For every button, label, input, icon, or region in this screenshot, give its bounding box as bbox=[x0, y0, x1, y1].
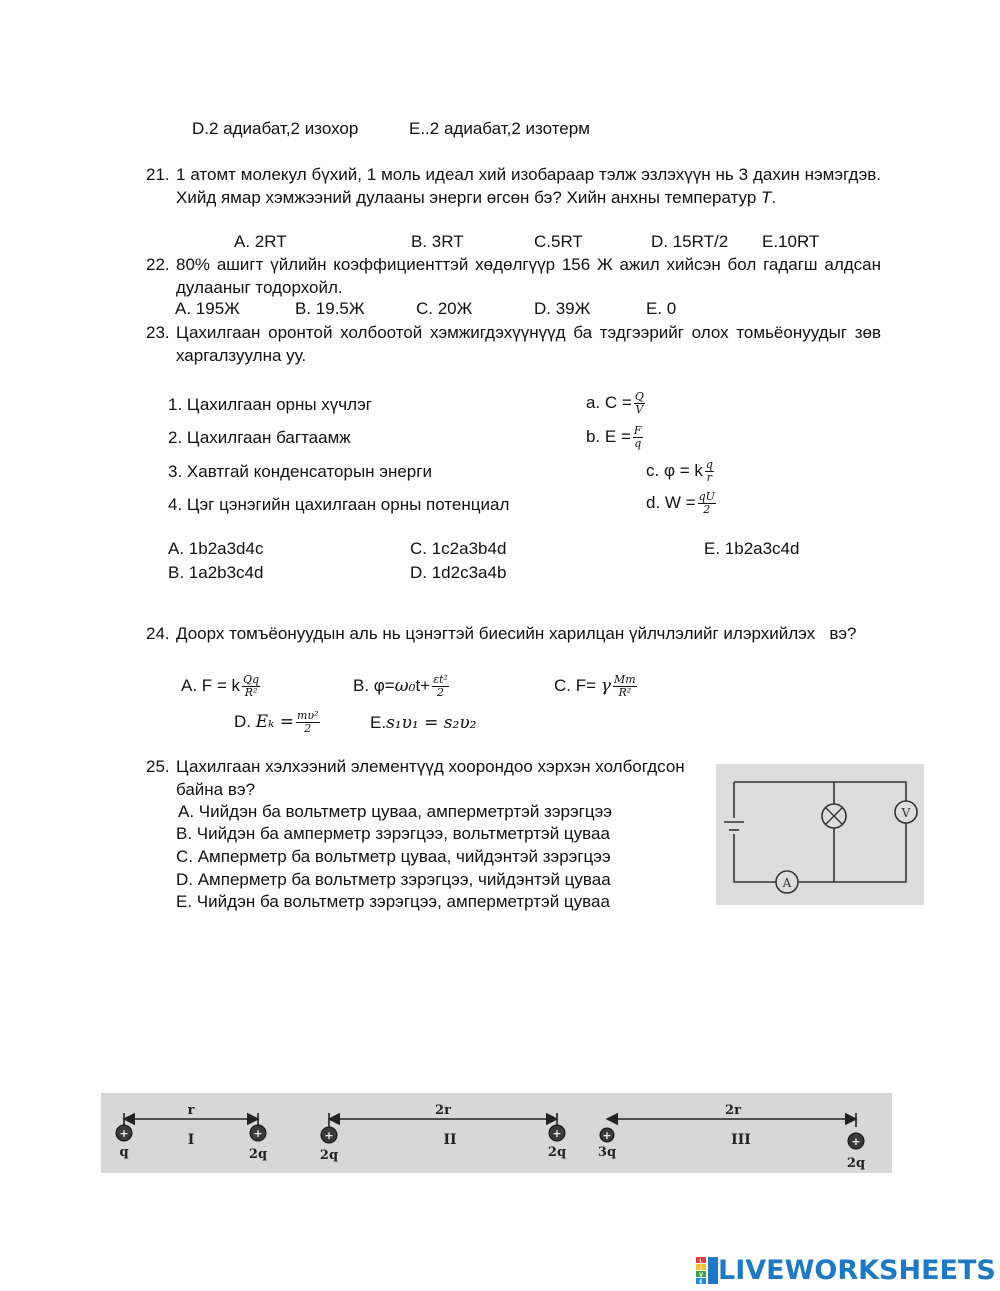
case-label-I: I bbox=[187, 1132, 195, 1148]
q24-option-c: C. F= γ $\frac{Mm}{\text{R²}}$ bbox=[554, 673, 636, 699]
q21-option-d: D. 15RT/2 bbox=[651, 232, 729, 251]
q23-answer-e: E. 1b2a3c4d bbox=[704, 539, 800, 558]
circuit-diagram bbox=[716, 764, 924, 905]
q23-formula-d: d. W = $\frac{qU}{2}$ bbox=[646, 490, 715, 516]
charges-diagram bbox=[101, 1093, 892, 1173]
q22-option-c: C. 20Ж bbox=[416, 299, 473, 318]
q22-option-e: E. 0 bbox=[646, 299, 677, 318]
question-21 bbox=[146, 163, 881, 209]
q23-item-4: 4. Цэг цэнэгийн цахилгаан орны потенциал bbox=[168, 495, 510, 514]
distance-label-III: 2r bbox=[725, 1103, 741, 1118]
svg-text:+: + bbox=[552, 1127, 562, 1140]
svg-text:+: + bbox=[324, 1129, 334, 1142]
svg-text:I: I bbox=[700, 1265, 702, 1271]
q25-option-b: B. Чийдэн ба амперметр зэрэгцээ, вольтметртэй цуваа bbox=[176, 824, 610, 843]
liveworksheets-logo bbox=[696, 1255, 996, 1286]
q20-option-d: D.2 адиабат,2 изохор bbox=[192, 119, 359, 138]
charge-label: 2q bbox=[248, 1147, 268, 1162]
q23-formula-a: a. C = $\frac{Q}{V}$ bbox=[586, 390, 644, 416]
q23-answer-c: C. 1c2a3b4d bbox=[410, 539, 507, 558]
question-text: Цахилгаан оронтой холбоотой хэмжигдэхүүнүүд ба тэдгээрийг олох томьёонуудыг зөв харгалзуулна уу. bbox=[176, 323, 910, 365]
svg-text:+: + bbox=[851, 1135, 861, 1148]
question-number: 21. bbox=[146, 165, 170, 184]
svg-text:V: V bbox=[901, 806, 911, 820]
question-number: 22. bbox=[146, 255, 170, 274]
lamp-icon bbox=[822, 804, 846, 828]
distance-label-II: 2r bbox=[435, 1103, 451, 1118]
question-text: 80% ашигт үйлийн коэффициенттэй хөдөлгүүр 156 Ж ажил хийсэн бол гадагш алдсан дулааныг тодорхойл. bbox=[176, 255, 881, 297]
distance-label-I: r bbox=[187, 1103, 195, 1118]
question-number: 24. bbox=[146, 624, 170, 643]
q23-answer-a: A. 1b2a3d4c bbox=[168, 539, 264, 558]
charge-label: 2q bbox=[547, 1145, 567, 1160]
q23-formula-c: c. φ = k $\frac{q}{r}$ bbox=[646, 458, 713, 484]
svg-text:L: L bbox=[699, 1258, 703, 1264]
q21-option-e: E.10RT bbox=[762, 232, 820, 251]
question-text: Цахилгаан хэлхээний элементүүд хоорондоо хэрхэн холбогдсон байна вэ? bbox=[176, 757, 695, 799]
q22-option-b: B. 19.5Ж bbox=[295, 299, 365, 318]
q22-option-d: D. 39Ж bbox=[534, 299, 591, 318]
svg-text:A: A bbox=[782, 876, 792, 890]
q24-option-e: E.s₁υ₁ = s₂υ₂ bbox=[370, 713, 477, 733]
q25-option-c: C. Амперметр ба вольтметр цуваа, чийдэнтэй зэрэгцээ bbox=[176, 847, 611, 866]
charge-label: 2q bbox=[319, 1148, 339, 1163]
question-number: 23. bbox=[146, 323, 170, 342]
q23-formula-b: b. E = $\frac{F}{q}$ bbox=[586, 424, 642, 450]
question-text: Доорх томъёонуудын аль нь цэнэгтэй биесийн харилцан үйлчлэлийг илэрхийлэх вэ? bbox=[176, 624, 857, 643]
q24-option-a: A. F = k $\frac{Qq}{\text{R²}}$ bbox=[181, 673, 260, 699]
ammeter-icon bbox=[776, 871, 798, 893]
question-text: 1 атомт молекул бүхий, 1 моль идеал хий изобараар тэлж эзлэхүүн нь 3 дахин нэмэгдэв. Хийд ямар хэмжээний дулааны энерги өгсөн бэ? Хийн анхны температур T. bbox=[176, 165, 881, 207]
q20-option-e: E..2 адиабат,2 изотерм bbox=[409, 119, 590, 138]
question-22 bbox=[146, 253, 881, 299]
liveworksheets-text: LIVEWORKSHEETS bbox=[718, 1255, 996, 1286]
charge-label: 2q bbox=[846, 1156, 866, 1171]
q21-option-b: B. 3RT bbox=[411, 232, 464, 251]
question-24 bbox=[146, 622, 881, 645]
question-number: 25. bbox=[146, 757, 170, 776]
case-label-II: II bbox=[443, 1132, 457, 1148]
q23-answer-b: B. 1a2b3c4d bbox=[168, 563, 264, 582]
q21-option-c: C.5RT bbox=[534, 232, 583, 251]
q25-option-a: A. Чийдэн ба вольтметр цуваа, амперметртэй зэрэгцээ bbox=[178, 802, 612, 821]
case-label-III: III bbox=[731, 1132, 751, 1148]
svg-text:V: V bbox=[699, 1272, 703, 1278]
q24-option-d: D. Eₖ = $\frac{\text{mυ²}}{2}$ bbox=[234, 709, 319, 735]
q23-item-1: 1. Цахилгаан орны хүчлэг bbox=[168, 395, 372, 414]
liveworksheets-badge-icon bbox=[696, 1257, 718, 1285]
q23-item-2: 2. Цахилгаан багтаамж bbox=[168, 428, 351, 447]
q24-option-b: B. φ=ω₀t+ $\frac{\text{εt²}}{2}$ bbox=[353, 673, 448, 699]
q22-option-a: A. 195Ж bbox=[175, 299, 240, 318]
q23-item-3: 3. Хавтгай конденсаторын энерги bbox=[168, 462, 432, 481]
svg-text:+: + bbox=[253, 1127, 263, 1140]
q21-option-a: A. 2RT bbox=[234, 232, 287, 251]
svg-text:+: + bbox=[119, 1127, 129, 1140]
question-25 bbox=[146, 755, 695, 801]
charge-label: 3q bbox=[597, 1145, 617, 1160]
q25-option-e: E. Чийдэн ба вольтметр зэрэгцээ, амперметртэй цуваа bbox=[176, 892, 610, 911]
q25-option-d: D. Амперметр ба вольтметр зэрэгцээ, чийдэнтэй цуваа bbox=[176, 870, 611, 889]
svg-text:+: + bbox=[602, 1129, 612, 1142]
voltmeter-icon bbox=[895, 801, 917, 823]
q23-answer-d: D. 1d2c3a4b bbox=[410, 563, 507, 582]
charge-label: q bbox=[119, 1145, 129, 1160]
svg-text:E: E bbox=[699, 1279, 703, 1285]
question-23 bbox=[146, 321, 910, 367]
